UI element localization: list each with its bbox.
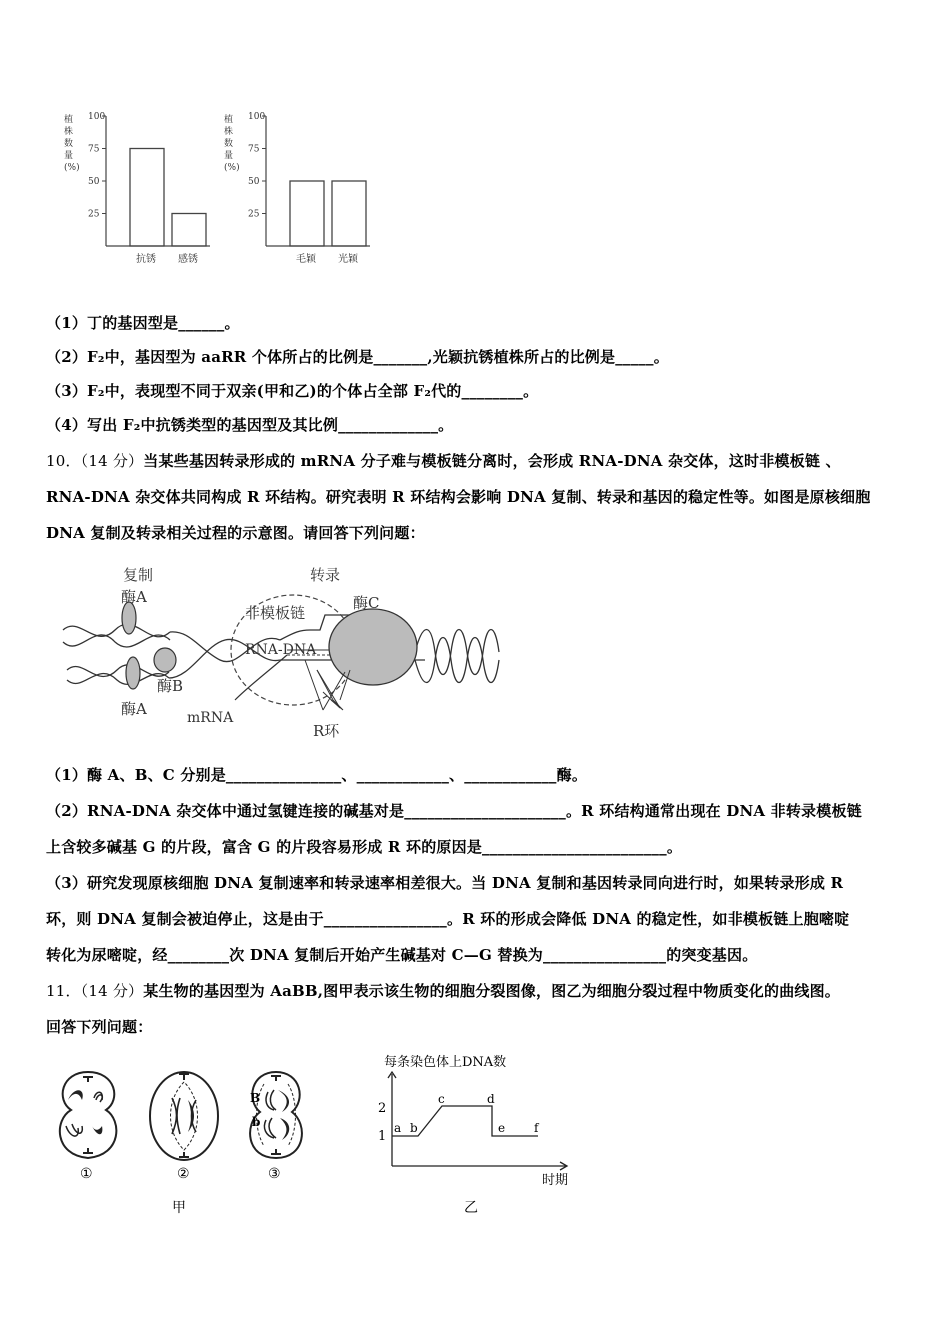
q9-part1: （1）丁的基因型是______。 xyxy=(46,314,240,332)
category-label: 感锈 xyxy=(178,254,198,265)
cell-label-2: ② xyxy=(177,1166,190,1182)
q10-part3-line3: 转化为尿嘧啶，经________次 DNA 复制后开始产生碱基对 C—G 替换为________________的突变基因。 xyxy=(46,946,758,964)
label-enzyme-c: 酶C xyxy=(353,594,380,612)
gene-label-b-lower: b xyxy=(252,1115,261,1129)
bar xyxy=(130,149,164,247)
curve-ytick-2: 2 xyxy=(378,1101,387,1116)
y-tick-label: 25 xyxy=(88,209,100,220)
q9-part2: （2）F₂中，基因型为 aaRR 个体所占的比例是_______,光颖抗锈植株所占的比例是_____。 xyxy=(46,348,669,366)
curve-ylabel: 每条染色体上DNA数 xyxy=(384,1055,507,1070)
curve-point-a: a xyxy=(394,1121,402,1135)
y-tick-label: 75 xyxy=(248,144,260,155)
label-r-loop: R环 xyxy=(313,722,340,740)
q10-number: 10．（14 分） xyxy=(46,452,144,470)
q11-stem-text: 某生物的基因型为 AaBB,图甲表示该生物的细胞分裂图像，图乙为细胞分裂过程中物质变化的曲线图。 xyxy=(143,982,841,1000)
category-label: 光颖 xyxy=(338,254,358,265)
curve-point-d: d xyxy=(487,1092,495,1106)
label-nontemplate-strand: 非模板链 xyxy=(245,604,306,622)
y-axis-label-char: 量 xyxy=(64,151,74,161)
curve-point-e: e xyxy=(498,1121,506,1135)
bar-chart-glume xyxy=(220,108,380,273)
curve-point-f: f xyxy=(534,1121,539,1135)
curve-point-b: b xyxy=(410,1121,418,1135)
q10-part2-line2: 上含较多碱基 G 的片段，富含 G 的片段容易形成 R 环的原因是________________________。 xyxy=(46,838,683,856)
enzyme-a-top-shape xyxy=(122,602,136,634)
dna-replication-transcription-diagram xyxy=(55,560,505,750)
y-axis-label-char: (%) xyxy=(64,163,80,173)
cell-division-figure-jia xyxy=(46,1060,316,1220)
q10-stem-line1 xyxy=(46,450,841,471)
bar xyxy=(172,214,206,247)
enzyme-c-shape xyxy=(329,609,417,685)
cell-label-3: ③ xyxy=(268,1166,281,1182)
enzyme-a-bottom-shape xyxy=(126,657,140,689)
category-label: 毛颖 xyxy=(296,254,316,265)
y-axis-label-char: 数 xyxy=(64,139,74,149)
q10-stem-line2: RNA-DNA 杂交体共同构成 R 环结构。研究表明 R 环结构会影响 DNA 复制、转录和基因的稳定性等。如图是原核细胞 xyxy=(46,488,871,506)
curve-xlabel: 时期 xyxy=(542,1173,569,1188)
y-tick-label: 100 xyxy=(88,112,106,122)
q9-part3: （3）F₂中，表现型不同于双亲(甲和乙)的个体占全部 F₂代的________。 xyxy=(46,382,539,400)
q9-part4: （4）写出 F₂中抗锈类型的基因型及其比例_____________。 xyxy=(46,416,454,434)
enzyme-b-shape xyxy=(154,648,176,672)
q10-stem-line3: DNA 复制及转录相关过程的示意图。请回答下列问题： xyxy=(46,524,425,542)
bar-chart-resistance xyxy=(60,108,220,273)
figure-caption-yi: 乙 xyxy=(464,1200,478,1216)
q10-part1: （1）酶 A、B、C 分别是_______________、____________、____________酶。 xyxy=(46,766,588,784)
label-enzyme-a-top: 酶A xyxy=(121,588,147,606)
cell-label-1: ① xyxy=(80,1166,93,1182)
y-tick-label: 75 xyxy=(88,144,100,155)
y-axis-label-char: 植 xyxy=(64,115,74,125)
q11-stem-line2: 回答下列问题： xyxy=(46,1018,153,1036)
curve-point-c: c xyxy=(438,1092,445,1106)
q10-stem-text: 当某些基因转录形成的 mRNA 分子难与模板链分离时，会形成 RNA-DNA 杂交体，这时非模板链 、 xyxy=(143,452,841,470)
dna-content-curve-figure-yi xyxy=(370,1048,590,1218)
label-enzyme-b: 酶B xyxy=(157,677,184,695)
label-replication: 复制 xyxy=(123,566,154,584)
q11-number: 11．（14 分） xyxy=(46,982,144,1000)
label-mrna: mRNA xyxy=(187,710,234,726)
bar xyxy=(332,181,366,246)
y-tick-label: 50 xyxy=(248,177,260,187)
y-axis-label-char: 株 xyxy=(64,127,74,137)
label-transcription: 转录 xyxy=(310,566,341,584)
label-rna-dna: RNA-DNA xyxy=(245,642,317,658)
y-axis-label-char: 植 xyxy=(224,115,234,125)
figure-caption-jia: 甲 xyxy=(172,1200,186,1216)
y-axis-label-char: 株 xyxy=(224,127,234,137)
y-axis-label-char: (%) xyxy=(224,163,240,173)
y-axis-label-char: 数 xyxy=(224,139,234,149)
gene-label-b-upper: B xyxy=(250,1091,261,1105)
curve-ytick-1: 1 xyxy=(378,1129,387,1144)
q11-stem-line1 xyxy=(46,980,840,1001)
label-enzyme-a-bottom: 酶A xyxy=(121,700,147,718)
q10-part3-line2: 环，则 DNA 复制会被迫停止，这是由于________________。R 环的形成会降低 DNA 的稳定性，如非模板链上胞嘧啶 xyxy=(46,910,850,928)
q10-part3-line1: （3）研究发现原核细胞 DNA 复制速率和转录速率相差很大。当 DNA 复制和基因转录同向进行时，如果转录形成 R xyxy=(46,874,844,892)
y-tick-label: 50 xyxy=(88,177,100,187)
bar xyxy=(290,181,324,246)
q10-part2-line1: （2）RNA-DNA 杂交体中通过氢键连接的碱基对是_____________________。R 环结构通常出现在 DNA 非转录模板链 xyxy=(46,802,862,820)
y-tick-label: 25 xyxy=(248,209,260,220)
category-label: 抗锈 xyxy=(136,254,156,265)
y-tick-label: 100 xyxy=(248,112,266,122)
y-axis-label-char: 量 xyxy=(224,151,234,161)
